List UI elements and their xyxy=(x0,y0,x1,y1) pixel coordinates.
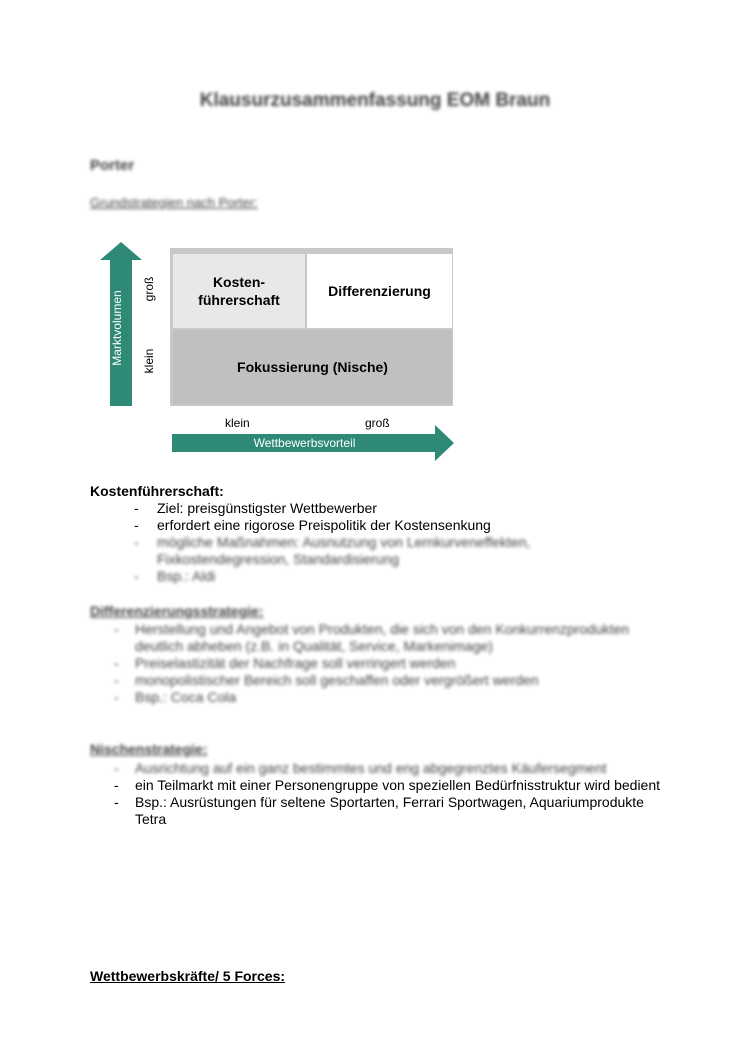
x-tick-low: klein xyxy=(225,416,250,430)
heading-kostenfuehrerschaft: Kostenführerschaft: xyxy=(90,483,224,499)
list-item: - ein Teilmarkt mit einer Personengruppe von speziellen Bedürfnisstruktur wird bedient xyxy=(114,777,661,793)
cell-diff-label: Differenzierung xyxy=(328,283,431,299)
list-item: - erfordert eine rigorose Preispolitik der Kostensenkung xyxy=(134,517,491,533)
kosten-list xyxy=(90,500,650,585)
heading-5-forces: Wettbewerbskräfte/ 5 Forces: xyxy=(90,968,286,984)
list-item: - Preiselastizität der Nachfrage soll verringert werden xyxy=(114,655,456,671)
document-title: Klausurzusammenfassung EOM Braun xyxy=(199,90,551,111)
list-item: - Bsp.: Ausrüstungen für seltene Sportarten, Ferrari Sportwagen, Aquariumprodukte Tetra xyxy=(114,794,644,827)
cell-kosten-label: Kosten- führerschaft xyxy=(198,274,280,308)
list-item: - Herstellung und Angebot von Produkten, die sich von den Konkurrenzprodukten deutlich abheben (z.B. in Qualität, Service, Markenimage) xyxy=(114,621,630,654)
y-tick-high: groß xyxy=(142,276,156,302)
y-axis-label: Marktvolumen xyxy=(110,290,124,366)
cell-kostenfuehrerschaft xyxy=(173,254,305,328)
heading-differenzierung: Differenzierungsstrategie: xyxy=(90,603,264,619)
subheading-grundstrategien: Grundstrategien nach Porter: xyxy=(90,195,258,210)
nische-list xyxy=(90,760,660,828)
list-item: - Bsp.: Coca Cola xyxy=(114,689,237,705)
x-axis-arrow xyxy=(172,434,437,452)
x-tick-high: groß xyxy=(365,416,390,430)
diff-list xyxy=(90,621,650,706)
heading-nischenstrategie: Nischenstrategie: xyxy=(90,741,208,757)
y-tick-low: klein xyxy=(142,348,156,374)
list-item: - Bsp.: Aldi xyxy=(134,568,216,584)
cell-fokus-label: Fokussierung (Nische) xyxy=(237,359,388,375)
heading-porter: Porter xyxy=(90,157,135,174)
cell-fokussierung xyxy=(173,330,452,404)
list-item: - mögliche Maßnahmen: Ausnutzung von Lernkurveneffekten, Fixkostendegression, Standardisierung xyxy=(134,534,531,567)
cell-differenzierung xyxy=(307,254,452,328)
list-item: - Ausrichtung auf ein ganz bestimmtes und eng abgegrenztes Käufersegment xyxy=(114,760,607,776)
porter-strategy-diagram xyxy=(100,240,460,462)
x-axis-label: Wettbewerbsvorteil xyxy=(253,436,356,450)
x-axis-arrowhead xyxy=(435,425,454,461)
list-item: - monopolistischer Bereich soll geschaffen oder vergrößert werden xyxy=(114,672,539,688)
list-item: - Ziel: preisgünstigster Wettbewerber xyxy=(134,500,377,516)
